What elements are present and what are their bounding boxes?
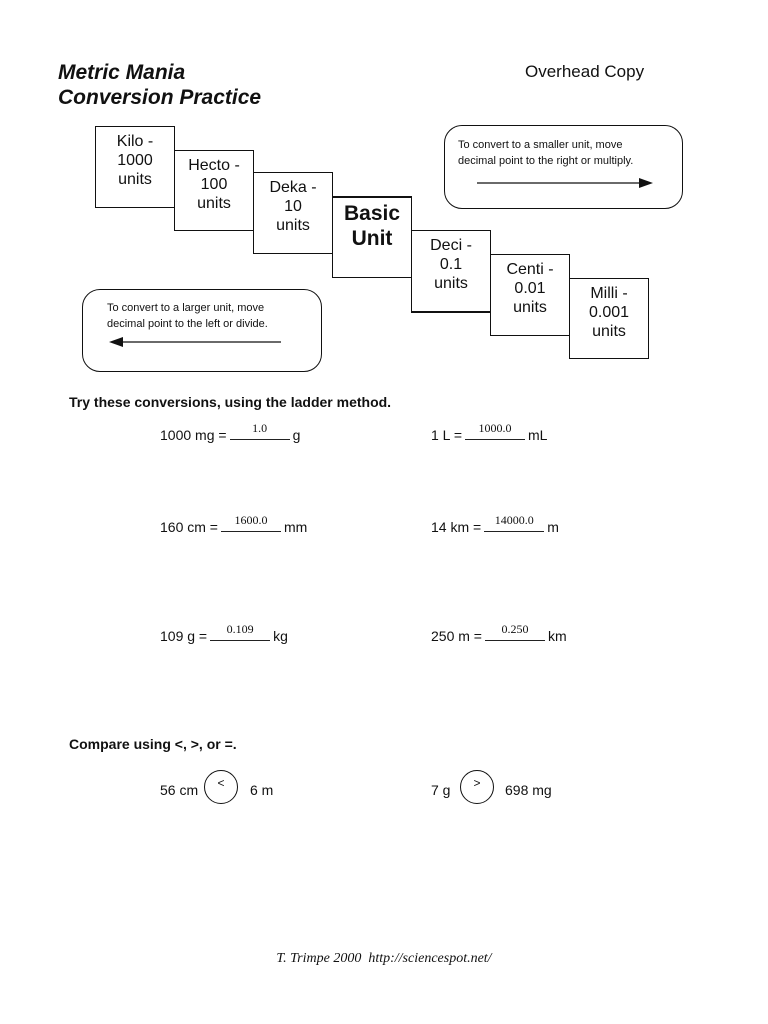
note-line: decimal point to the left or divide. (107, 318, 268, 330)
step-units: units (276, 217, 310, 234)
answer-value: 0.250 (501, 622, 529, 636)
question-left: 14 km = (431, 519, 482, 535)
question-unit: km (547, 628, 567, 644)
step-prefix: Milli - (590, 285, 628, 302)
ladder-step-centi (490, 254, 570, 336)
step-value: 1000 (117, 152, 153, 169)
step-prefix: Deka - (269, 179, 317, 196)
question-unit: mm (283, 519, 308, 535)
note-line: To convert to a smaller unit, move (458, 139, 623, 151)
section-heading-compare: Compare using <, >, or =. (69, 736, 237, 752)
question-unit: kg (273, 628, 288, 644)
arrow-left-icon (109, 335, 283, 349)
step-units: units (118, 171, 152, 188)
question-unit: m (547, 519, 559, 535)
compare-symbol-circle[interactable]: < (204, 770, 238, 804)
ladder-step-deci (411, 230, 491, 313)
compare-left-value: 7 g (431, 782, 451, 798)
step-value: 100 (200, 176, 228, 193)
question-left: 109 g = (160, 628, 208, 644)
worksheet-title: Metric Mania (58, 61, 186, 84)
compare-right-value: 6 m (250, 782, 274, 798)
answer-blank[interactable] (485, 622, 545, 641)
answer-value: 0.109 (226, 622, 254, 636)
note-convert-smaller (444, 125, 683, 209)
conversion-question (160, 622, 288, 645)
step-units: units (197, 195, 231, 212)
step-prefix: Deci - (430, 237, 472, 254)
footer-credit: T. Trimpe 2000 http://sciencespot.net/ (276, 951, 492, 966)
conversion-question (431, 622, 567, 645)
step-units: units (434, 275, 468, 292)
step-units: units (592, 323, 626, 340)
answer-value: 1.0 (252, 421, 268, 435)
step-value: 0.01 (514, 280, 546, 297)
question-left: 160 cm = (160, 519, 218, 535)
overhead-copy-label: Overhead Copy (525, 62, 645, 81)
answer-value: 1000.0 (478, 421, 512, 435)
step-prefix: Kilo - (116, 133, 154, 150)
answer-value: 1600.0 (234, 513, 268, 527)
question-unit: mL (528, 427, 548, 443)
note-convert-larger (82, 289, 322, 372)
note-line: To convert to a larger unit, move (107, 302, 265, 314)
ladder-step-kilo (95, 126, 175, 208)
answer-blank[interactable] (210, 622, 270, 641)
note-line: decimal point to the right or multiply. (458, 155, 634, 167)
step-value: 10 (284, 198, 302, 215)
answer-blank[interactable] (230, 421, 290, 440)
compare-right-value: 698 mg (505, 782, 552, 798)
step-value: 0.1 (439, 256, 463, 273)
step-units: units (513, 299, 547, 316)
step-prefix: Hecto - (188, 157, 240, 174)
ladder-step-milli (569, 278, 649, 359)
conversion-question (431, 513, 559, 536)
question-left: 1000 mg = (160, 427, 227, 443)
arrow-right-icon (477, 176, 653, 190)
conversion-question (160, 513, 308, 536)
question-unit: g (292, 427, 301, 443)
ladder-step-basic-unit (332, 196, 412, 278)
conversion-question (160, 421, 301, 444)
step-value: 0.001 (588, 304, 630, 321)
answer-blank[interactable] (221, 513, 281, 532)
question-left: 1 L = (431, 427, 463, 443)
answer-blank[interactable] (484, 513, 544, 532)
step-basic-label: Basic (343, 202, 401, 225)
conversion-question (431, 421, 548, 444)
worksheet-subtitle: Conversion Practice (58, 86, 262, 109)
compare-symbol-circle[interactable]: > (460, 770, 494, 804)
ladder-step-deka (253, 172, 333, 254)
ladder-step-hecto (174, 150, 254, 231)
answer-value: 14000.0 (494, 513, 534, 527)
section-heading-conversions: Try these conversions, using the ladder method. (69, 394, 392, 410)
compare-left-value: 56 cm (160, 782, 199, 798)
question-left: 250 m = (431, 628, 482, 644)
step-basic-unit: Unit (351, 227, 393, 250)
step-prefix: Centi - (506, 261, 554, 278)
answer-blank[interactable] (465, 421, 525, 440)
